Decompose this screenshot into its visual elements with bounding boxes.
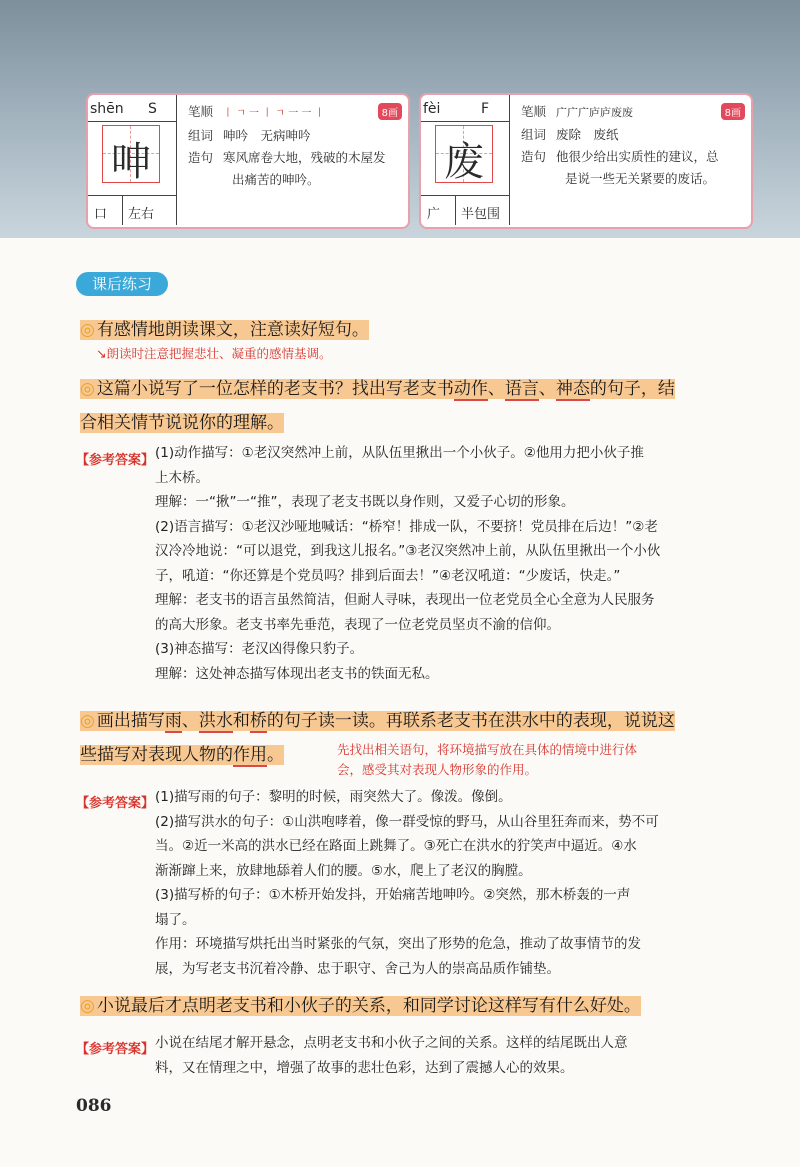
stroke-count-badge: 8画 — [378, 103, 402, 120]
strokes-label: 笔顺 — [188, 104, 214, 119]
keyword-flood: 洪水 — [198, 711, 233, 731]
bullet-icon: ◎ — [80, 711, 95, 731]
answer-line: 理解：老支书的语言虽然简洁，但耐人寻味，表现出一位老党员全心全意为人民服务 — [155, 592, 655, 608]
stroke-sequence: 丨 ㄱ 一 丨 ㄱ 一 一 丨 — [223, 108, 325, 119]
answer-3 — [155, 785, 755, 981]
question-4 — [80, 991, 641, 1016]
answer-label: 【参考答案】 — [76, 1042, 155, 1057]
char-pinyin-panel — [88, 95, 177, 225]
words: 废除 废纸 — [556, 127, 619, 142]
answer-line: 汉冷冷地说：“可以退党，到我这儿报名。”③老汉突然冲上前，从队伍里揪出一个小伙 — [155, 543, 661, 559]
stroke-sequence: 广广广庐庐废废 — [556, 106, 634, 119]
question-3-tip: 先找出相关语句，将环境描写放在具体的情境中进行体 会，感受其对表现人物形象的作用。 — [337, 742, 638, 777]
pinyin: fèi — [423, 101, 441, 117]
answer-line: 上木桥。 — [155, 469, 209, 486]
answer-line: 当。②近一米高的洪水已经在路面上跳舞了。③死亡在洪水的狞笑声中逼近。④水 — [155, 838, 637, 854]
sentence-label: 造句 — [521, 149, 547, 164]
structure: 半包围 — [461, 207, 501, 222]
answer-line: (1)动作描写：①老汉突然冲上前，从队伍里揪出一个小伙子。②他用力把小伙子推 — [155, 445, 644, 461]
structure: 左右 — [128, 207, 155, 222]
sentence-line-1: 寒风席卷大地，残破的木屋发 — [223, 150, 386, 165]
question-2-line-2: 合相关情节说说你的理解。 — [80, 413, 284, 433]
answer-line: 塌了。 — [155, 911, 196, 928]
char-info — [521, 101, 746, 190]
answer-line: 展，为写老支书沉着冷静、忠于职守、舍己为人的崇高品质作铺垫。 — [155, 960, 560, 977]
bullet-icon: ◎ — [80, 320, 95, 340]
answer-2 — [155, 441, 755, 686]
answer-line: 理解：这处神态描写体现出老支书的铁面无私。 — [155, 665, 439, 682]
question-1-tip: ↘朗读时注意把握悲壮、凝重的感情基调。 — [96, 346, 332, 361]
answer-line: (2)描写洪水的句子：①山洪咆哮着，像一群受惊的野马，从山谷里狂奔而来，势不可 — [155, 813, 659, 830]
char-pinyin-panel — [421, 95, 510, 225]
sentence-label: 造句 — [188, 150, 214, 165]
char-card-shen — [86, 93, 410, 229]
sentence-line-1: 他很少给出实质性的建议，总 — [556, 149, 719, 164]
answer-line: (3)描写桥的句子：①木桥开始发抖，开始痛苦地呻吟。②突然，那木桥轰的一声 — [155, 887, 631, 903]
radical: 口 — [94, 207, 108, 222]
question-4-text: 小说最后才点明老支书和小伙子的关系，和同学讨论这样写有什么好处。 — [96, 996, 641, 1016]
answer-line: 作用：环境描写烘托出当时紧张的气氛，突出了形势的危急，推动了故事情节的发 — [155, 936, 641, 952]
char-info — [188, 101, 403, 191]
words-label: 组词 — [188, 128, 214, 143]
question-3: ◎ 画出描写雨、洪水和桥的句子读一读。再联系老支书在洪水中的表现，说说这 些描写对表现人物的作用。 — [80, 711, 675, 765]
pinyin: shēn — [90, 101, 124, 117]
section-title-tab: 课后练习 — [76, 272, 168, 296]
question-2: ◎ 这篇小说写了一位怎样的老支书？找出写老支书动作、语言、神态的句子，结 合相关情节说说你的理解。 — [80, 379, 675, 433]
char-grid — [102, 125, 160, 183]
character: 废 — [444, 139, 484, 185]
answer-line: 理解：一“揪”一“推”，表现了老支书既以身作则，又爱子心切的形象。 — [155, 494, 575, 510]
keyword-bridge: 桥 — [249, 711, 267, 731]
capital-letter: S — [148, 101, 157, 117]
char-grid — [435, 125, 493, 183]
sentence-line-2: 出痛苦的呻吟。 — [232, 172, 320, 187]
answer-line: 渐渐蹿上来，放肆地舔着人们的腰。⑤水，爬上了老汉的胸膛。 — [155, 862, 532, 879]
sentence-line-2: 是说一些无关紧要的废话。 — [565, 171, 716, 186]
character: 呻 — [111, 139, 151, 185]
page-number: 086 — [76, 1096, 112, 1116]
keyword-effect: 作用 — [233, 745, 267, 765]
question-1 — [80, 315, 369, 340]
char-card-fei — [419, 93, 753, 229]
bullet-icon: ◎ — [80, 379, 95, 399]
keyword-language: 语言 — [504, 379, 539, 399]
capital-letter: F — [481, 101, 490, 117]
answer-line: (1)描写雨的句子：黎明的时候，雨突然大了。像泼。像倒。 — [155, 789, 512, 805]
stroke-count-badge: 8画 — [721, 103, 745, 120]
answer-label: 【参考答案】 — [76, 796, 155, 811]
keyword-rain: 雨 — [164, 711, 182, 731]
answer-line: 料，又在情理之中，增强了故事的悲壮色彩，达到了震撼人心的效果。 — [155, 1059, 574, 1076]
strokes-label: 笔顺 — [521, 104, 547, 119]
answer-line: (3)神态描写：老汉凶得像只豹子。 — [155, 641, 364, 657]
answer-line: 的高大形象。老支书率先垂范，表现了一位老党员坚贞不渝的信仰。 — [155, 616, 560, 633]
keyword-expression: 神态 — [555, 379, 590, 399]
answer-line: 子，吼道：“你还算是个党员吗？排到后面去！”④老汉吼道：“少废话，快走。” — [155, 567, 621, 584]
answer-4 — [155, 1031, 755, 1080]
answer-label: 【参考答案】 — [76, 453, 155, 468]
words: 呻吟 无病呻吟 — [223, 128, 311, 143]
words-label: 组词 — [521, 127, 547, 142]
bullet-icon: ◎ — [80, 996, 95, 1016]
question-1-text: 有感情地朗读课文，注意读好短句。 — [96, 320, 369, 340]
radical: 广 — [427, 207, 441, 222]
answer-line: (2)语言描写：①老汉沙哑地喊话：“桥窄！排成一队，不要挤！党员排在后边！”②老 — [155, 518, 658, 535]
answer-line: 小说在结尾才解开悬念，点明老支书和小伙子之间的关系。这样的结尾既出人意 — [155, 1035, 628, 1051]
keyword-action: 动作 — [453, 379, 488, 399]
